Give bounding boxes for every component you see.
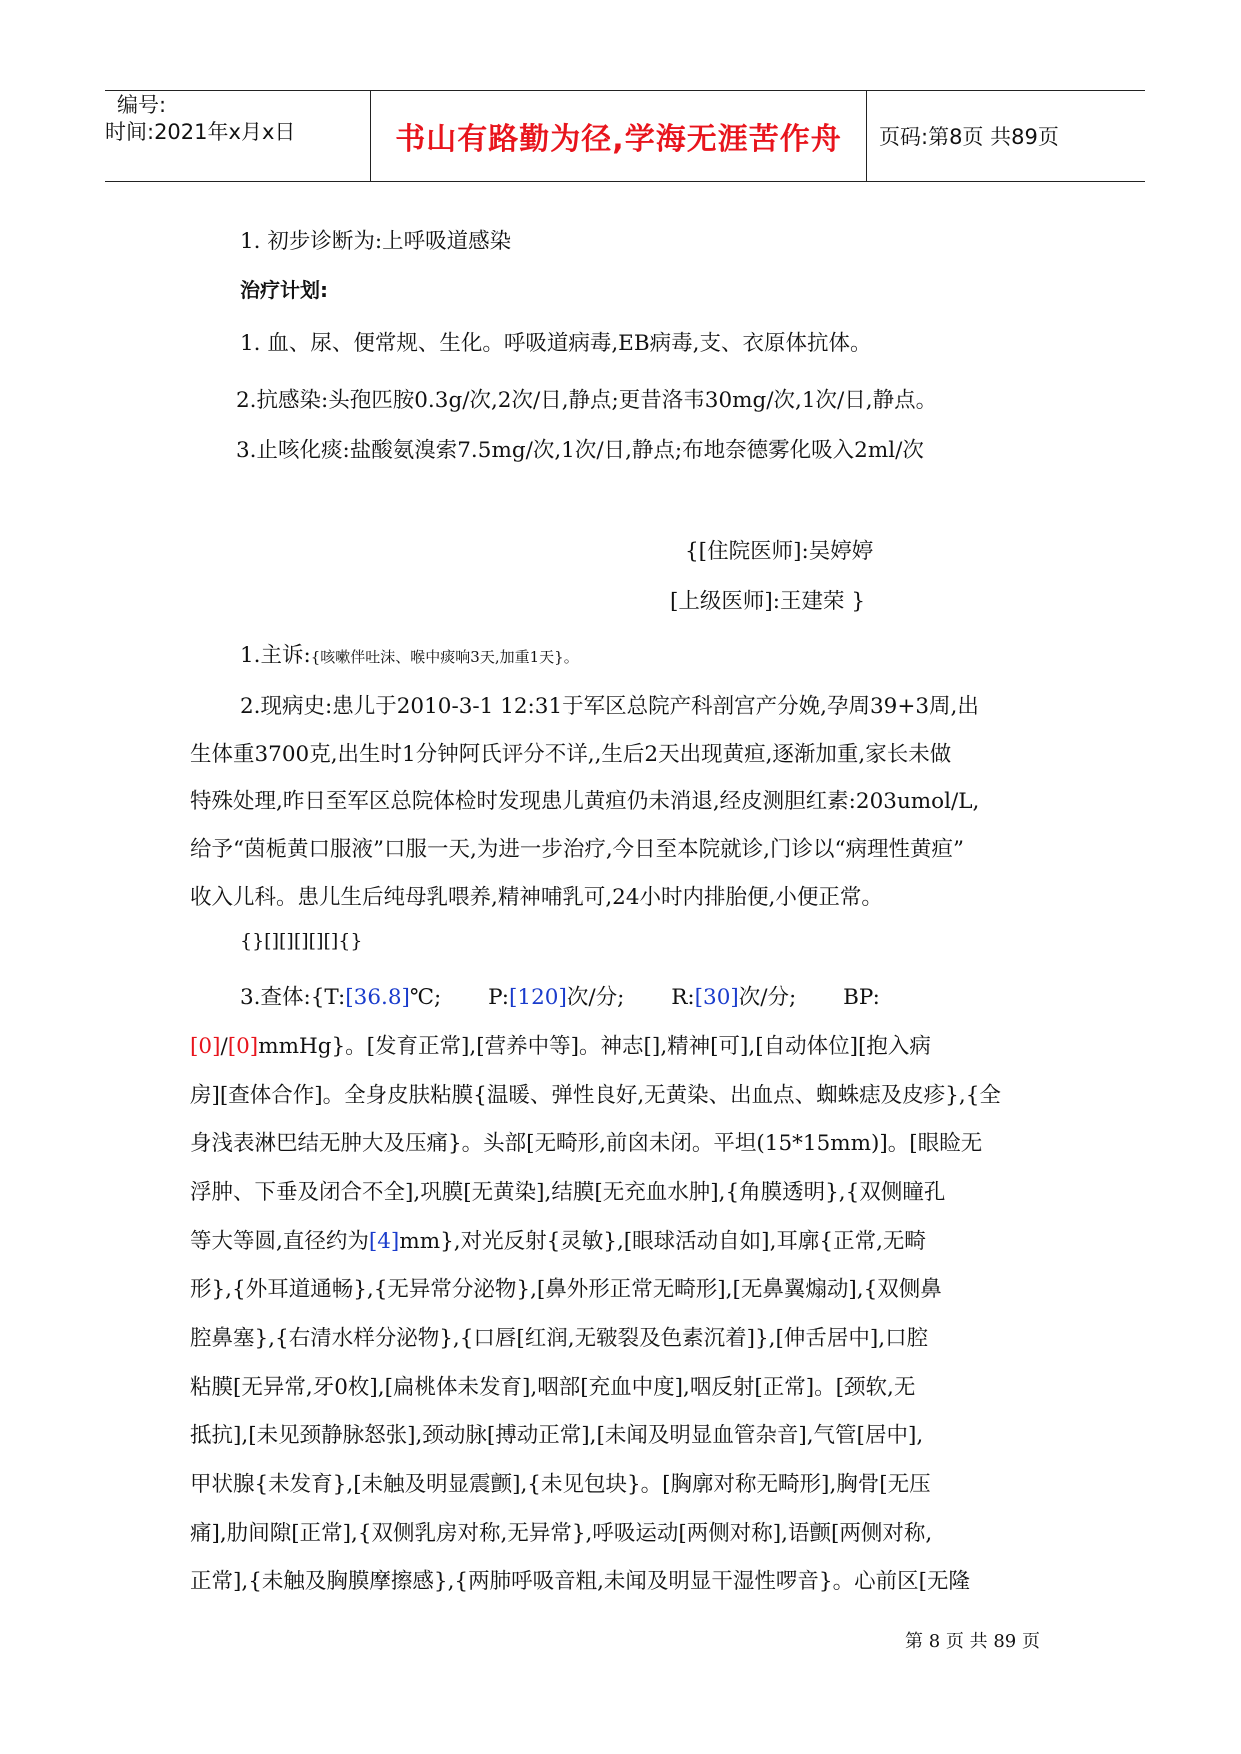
header-motto-cell bbox=[370, 91, 867, 181]
pupil-diameter: [4] bbox=[368, 1229, 400, 1254]
pulse-value: [120] bbox=[509, 985, 567, 1010]
plan-item: 1. 血、尿、便常规、生化。呼吸道病毒,EB病毒,支、衣原体抗体。 bbox=[240, 331, 872, 356]
exam-line: 抵抗],[未见颈静脉怒张],颈动脉[搏动正常],[未闻及明显血管杂音],气管[居中], bbox=[190, 1423, 924, 1448]
document-time-label: 时间:2021年x月x日 bbox=[105, 120, 296, 144]
exam-line-2 bbox=[190, 1029, 1090, 1060]
plan-heading: 治疗计划: bbox=[240, 278, 328, 302]
history-line: 2.现病史:患儿于2010-3-1 12:31于军区总院产科剖宫产分娩,孕周39+3周,出 bbox=[240, 694, 979, 719]
exam-line: 浮肿、下垂及闭合不全],巩膜[无黄染],结膜[无充血水肿],{角膜透明},{双侧瞳孔 bbox=[190, 1180, 946, 1205]
respiration-unit: 次/分; bbox=[738, 985, 797, 1010]
exam-text: mm},对光反射{灵敏},[眼球活动自如],耳廓{正常,无畸 bbox=[399, 1229, 926, 1254]
diagnosis: 1. 初步诊断为:上呼吸道感染 bbox=[240, 229, 512, 254]
plan-item: 2.抗感染:头孢匹胺0.3g/次,2次/日,静点;更昔洛韦30mg/次,1次/日,静点。 bbox=[236, 388, 938, 413]
exam-line: 形},{外耳道通畅},{无异常分泌物},[鼻外形正常无畸形],[无鼻翼煽动],{双侧鼻 bbox=[190, 1277, 942, 1302]
header-meta bbox=[105, 91, 370, 181]
respiration-label: R: bbox=[671, 985, 695, 1010]
exam-line: 正常],{未触及胸膜摩擦感},{两肺呼吸音粗,未闻及明显干湿性啰音}。心前区[无隆 bbox=[190, 1569, 970, 1594]
exam-line: 痛],肋间隙[正常],{双侧乳房对称,无异常},呼吸运动[两侧对称],语颤[两侧对称, bbox=[190, 1521, 933, 1546]
exam-line: 粘膜[无异常,牙0枚],[扁桃体未发育],咽部[充血中度],咽反射[正常]。[颈软,无 bbox=[190, 1375, 916, 1400]
exam-line: 身浅表淋巴结无肿大及压痛}。头部[无畸形,前囟未闭。平坦(15*15mm)]。[眼睑无 bbox=[190, 1131, 983, 1156]
exam-line-pupil bbox=[190, 1224, 1090, 1255]
history-line: 收入儿科。患儿生后纯母乳喂养,精神哺乳可,24小时内排胎便,小便正常。 bbox=[190, 885, 883, 910]
exam-line: 甲状腺{未发育},[未触及明显震颤],{未见包块}。[胸廓对称无畸形],胸骨[无压 bbox=[190, 1472, 931, 1497]
pulse-unit: 次/分; bbox=[566, 985, 625, 1010]
exam-line: 腔鼻塞},{右清水样分泌物},{口唇[红润,无皲裂及色素沉着]},[伸舌居中],口腔 bbox=[190, 1326, 929, 1351]
respiration-value: [30] bbox=[694, 985, 739, 1010]
bracket-placeholders: {}[][][][][]{} bbox=[240, 930, 363, 952]
page-footer: 第 8 页 共 89 页 bbox=[905, 1631, 1040, 1652]
exam-text: mmHg}。[发育正常],[营养中等]。神志[],精神[可],[自动体位][抱入病 bbox=[258, 1034, 931, 1059]
bp-systolic: [0] bbox=[190, 1034, 221, 1059]
complaint-label: 1.主诉: bbox=[240, 643, 311, 668]
history-line: 给予“茵栀黄口服液”口服一天,为进一步治疗,今日至本院就诊,门诊以“病理性黄疸” bbox=[190, 837, 964, 862]
page-header bbox=[105, 90, 1145, 182]
resident-signature: {[住院医师]:吴婷婷 bbox=[685, 539, 874, 564]
exam-line: 房][查体合作]。全身皮肤粘膜{温暖、弹性良好,无黄染、出血点、蜘蛛痣及皮疹},{全 bbox=[190, 1083, 1001, 1108]
history-line: 特殊处理,昨日至军区总院体检时发现患儿黄疸仍未消退,经皮测胆红素:203umol/L, bbox=[190, 789, 980, 814]
chief-complaint bbox=[240, 638, 1140, 669]
exam-text: 等大等圆,直径约为 bbox=[190, 1229, 369, 1254]
senior-signature: [上级医师]:王建荣 } bbox=[670, 589, 866, 614]
document-number-label: 编号: bbox=[117, 93, 167, 117]
header-page-cell bbox=[865, 91, 1145, 181]
temperature-unit: ℃; bbox=[409, 985, 442, 1010]
temperature-value: [36.8] bbox=[345, 985, 410, 1010]
header-page-label: 页码:第8页 共89页 bbox=[879, 125, 1059, 149]
plan-item: 3.止咳化痰:盐酸氨溴索7.5mg/次,1次/日,静点;布地奈德雾化吸入2ml/次 bbox=[236, 438, 924, 463]
complaint-text: {咳嗽伴吐沫、喉中痰响3天,加重1天}。 bbox=[310, 648, 579, 666]
bp-slash: / bbox=[220, 1034, 228, 1059]
history-line: 生体重3700克,出生时1分钟阿氏评分不详,,生后2天出现黄疸,逐渐加重,家长未做 bbox=[190, 742, 952, 767]
header-motto: 书山有路勤为径,学海无涯苦作舟 bbox=[395, 122, 842, 157]
pulse-label: P: bbox=[488, 985, 510, 1010]
exam-line-1 bbox=[240, 980, 1140, 1011]
bp-label: BP: bbox=[843, 985, 880, 1010]
bp-diastolic: [0] bbox=[227, 1034, 259, 1059]
exam-label: 3.查体:{T: bbox=[240, 985, 346, 1010]
